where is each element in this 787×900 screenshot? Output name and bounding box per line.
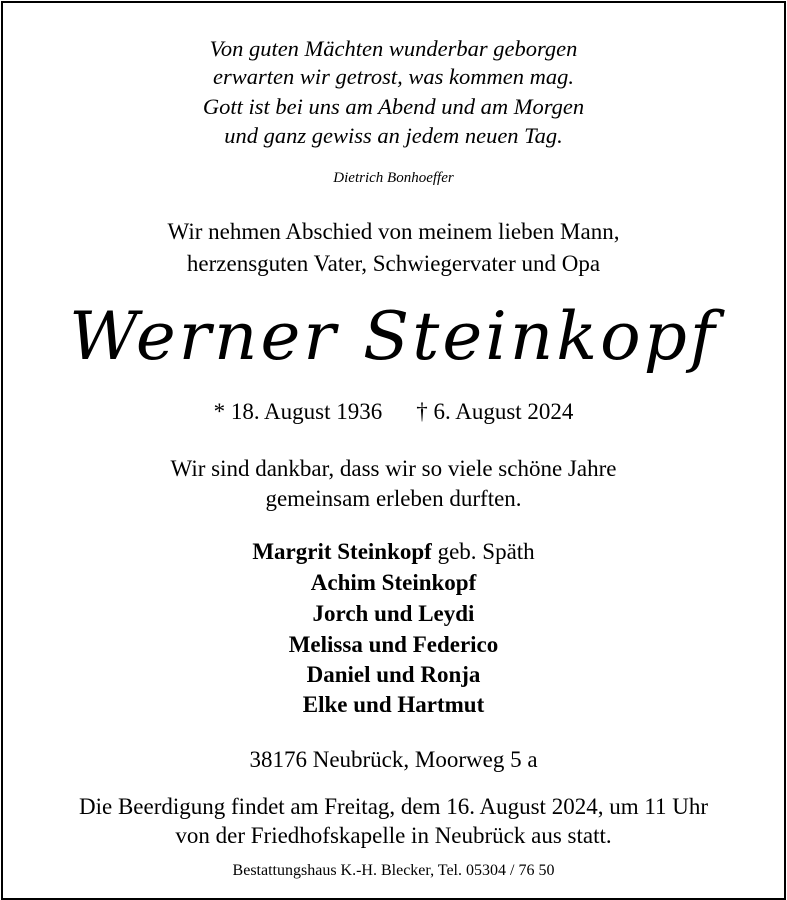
- funeral-line-1: Die Beerdigung findet am Freitag, dem 16. August 2024, um 11 Uhr: [79, 794, 708, 819]
- widow-maiden-name: geb. Späth: [431, 539, 535, 564]
- undertaker-info: Bestattungshaus K.-H. Blecker, Tel. 05304 / 76 50: [232, 862, 555, 879]
- poem-line-4: und ganz gewiss an jedem neuen Tag.: [224, 123, 563, 148]
- poem-author: Dietrich Bonhoeffer: [333, 170, 454, 186]
- poem-line-2: erwarten wir getrost, was kommen mag.: [212, 64, 575, 89]
- funeral-line-2: von der Friedhofskapelle in Neubrück aus statt.: [175, 823, 612, 848]
- poem-line-3: Gott ist bei uns am Abend und am Morgen: [202, 94, 585, 119]
- intro-line-1: Wir nehmen Abschied von meinem lieben Mann,: [167, 219, 620, 244]
- family-member: Achim Steinkopf: [310, 570, 477, 595]
- life-dates: [0, 399, 787, 425]
- family-member: Daniel und Ronja: [306, 662, 481, 687]
- thanks-line-1: Wir sind dankbar, dass wir so viele schöne Jahre: [170, 456, 617, 481]
- deceased-name: Werner Steinkopf: [69, 298, 718, 375]
- birth-date: * 18. August 1936: [213, 399, 383, 424]
- poem-line-1: Von guten Mächten wunderbar geborgen: [209, 36, 578, 61]
- intro-line-2: herzensguten Vater, Schwiegervater und Opa: [186, 251, 601, 276]
- widow-name: Margrit Steinkopf: [252, 539, 432, 564]
- family-member: Jorch und Leydi: [312, 601, 475, 626]
- family-member: Melissa und Federico: [288, 632, 499, 657]
- death-date: † 6. August 2024: [416, 399, 574, 424]
- family-widow: [0, 539, 787, 565]
- family-member: Elke und Hartmut: [302, 692, 485, 717]
- family-address: 38176 Neubrück, Moorweg 5 a: [249, 747, 538, 772]
- thanks-line-2: gemeinsam erleben durften.: [265, 486, 522, 511]
